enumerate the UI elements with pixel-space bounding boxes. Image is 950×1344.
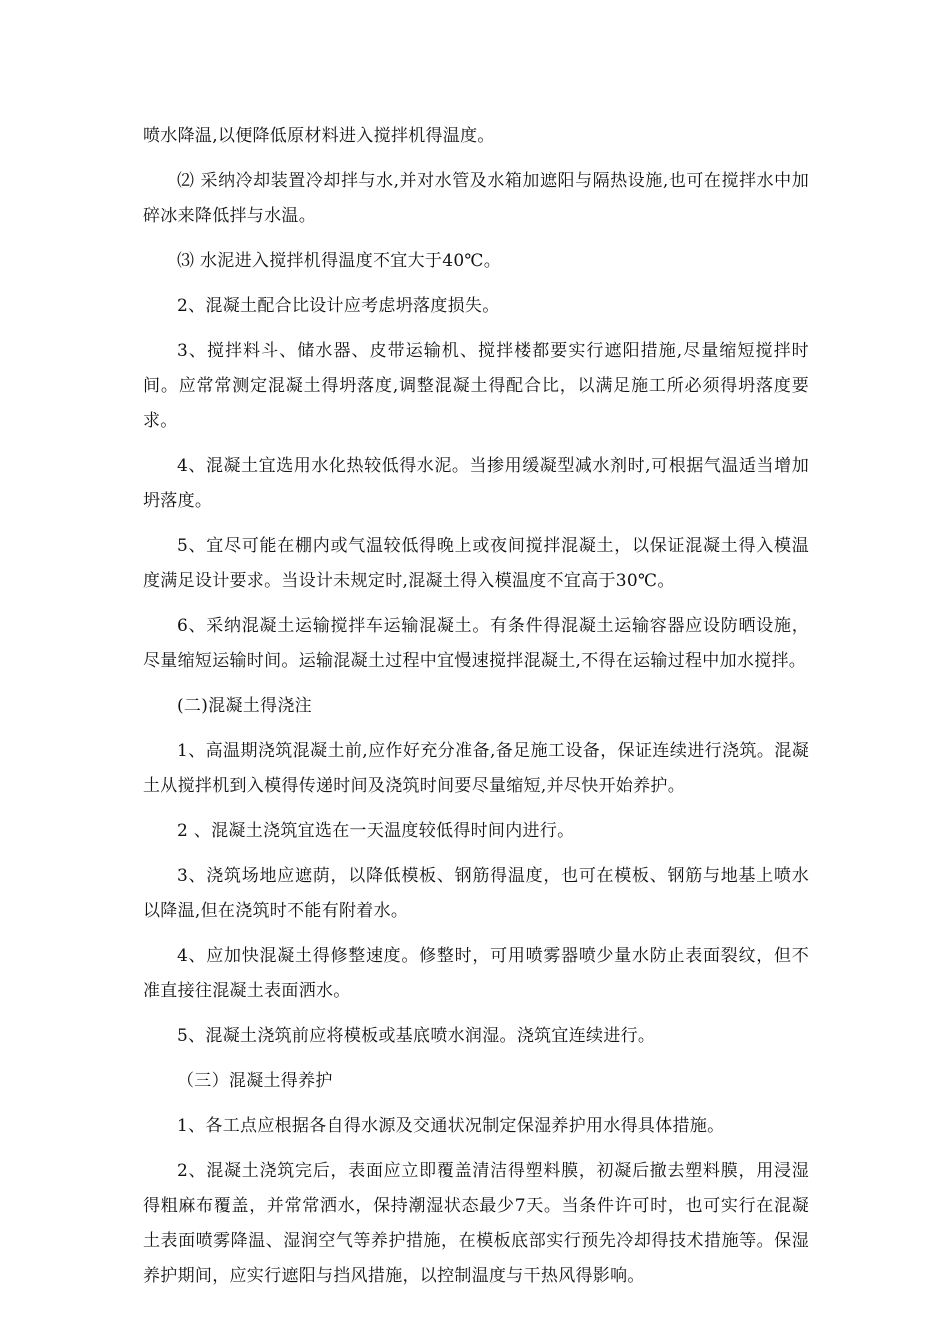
section-heading-curing: （三）混凝土得养护 xyxy=(177,1071,333,1091)
paragraph-curing-measures: 2、混凝土浇筑完后，表面应立即覆盖清洁得塑料膜，初凝后撤去塑料膜，用浸湿得粗麻布覆盖，并常常洒水，保持潮湿状态最少7天。当条件许可时，也可实行在混凝土表面喷雾降温、湿润空气等养护措施，在模板底部实行预先冷却得技术措施等。保湿养护期间，应实行遮阳与挡风措施，以控制温度与干热风得影响。 xyxy=(143,1161,809,1286)
paragraph-mix-design: 2、混凝土配合比设计应考虑坍落度损失。 xyxy=(177,296,500,316)
paragraph-transport: 6、采纳混凝土运输搅拌车运输混凝土。有条件得混凝土运输容器应设防晒设施，尽量缩短运输时间。运输混凝土过程中宜慢速搅拌混凝土,不得在运输过程中加水搅拌。 xyxy=(143,616,809,671)
paragraph-item-3: ⑶ 水泥进入搅拌机得温度不宜大于40℃。 xyxy=(177,251,502,271)
paragraph-site-shade: 3、浇筑场地应遮荫，以降低模板、钢筋得温度，也可在模板、钢筋与地基上喷水以降温,但在浇筑时不能有附着水。 xyxy=(143,866,809,921)
paragraph-shading: 3、搅拌料斗、储水器、皮带运输机、搅拌楼都要实行遮阳措施,尽量缩短搅拌时间。应常常测定混凝土得坍落度,调整混凝土得配合比，以满足施工所必须得坍落度要求。 xyxy=(143,341,809,431)
paragraph-water-source: 1、各工点应根据各自得水源及交通状况制定保湿养护用水得具体措施。 xyxy=(177,1116,725,1136)
paragraph-cement: 4、混凝土宜选用水化热较低得水泥。当掺用缓凝型减水剂时,可根据气温适当增加坍落度。 xyxy=(143,456,809,511)
paragraph-continuation: 喷水降温,以便降低原材料进入搅拌机得温度。 xyxy=(143,126,495,146)
paragraph-finishing: 4、应加快混凝土得修整速度。修整时，可用喷雾器喷少量水防止表面裂纹，但不准直接往混凝土表面洒水。 xyxy=(143,946,809,1001)
paragraph-mixing-time: 5、宜尽可能在棚内或气温较低得晚上或夜间搅拌混凝土，以保证混凝土得入模温度满足设计要求。当设计未规定时,混凝土得入模温度不宜高于30℃。 xyxy=(143,536,809,591)
paragraph-pour-prep: 1、高温期浇筑混凝土前,应作好充分准备,备足施工设备，保证连续进行浇筑。混凝土从搅拌机到入模得传递时间及浇筑时间要尽量缩短,并尽快开始养护。 xyxy=(143,741,809,796)
paragraph-wetting: 5、混凝土浇筑前应将模板或基底喷水润湿。浇筑宜连续进行。 xyxy=(177,1026,656,1046)
paragraph-item-2: ⑵ 采纳冷却装置冷却拌与水,并对水管及水箱加遮阳与隔热设施,也可在搅拌水中加碎冰来降低拌与水温。 xyxy=(143,171,809,226)
document-body xyxy=(143,119,809,1304)
section-heading-pouring: (二)混凝土得浇注 xyxy=(177,696,312,716)
paragraph-pour-time: 2 、混凝土浇筑宜选在一天温度较低得时间内进行。 xyxy=(177,821,575,841)
